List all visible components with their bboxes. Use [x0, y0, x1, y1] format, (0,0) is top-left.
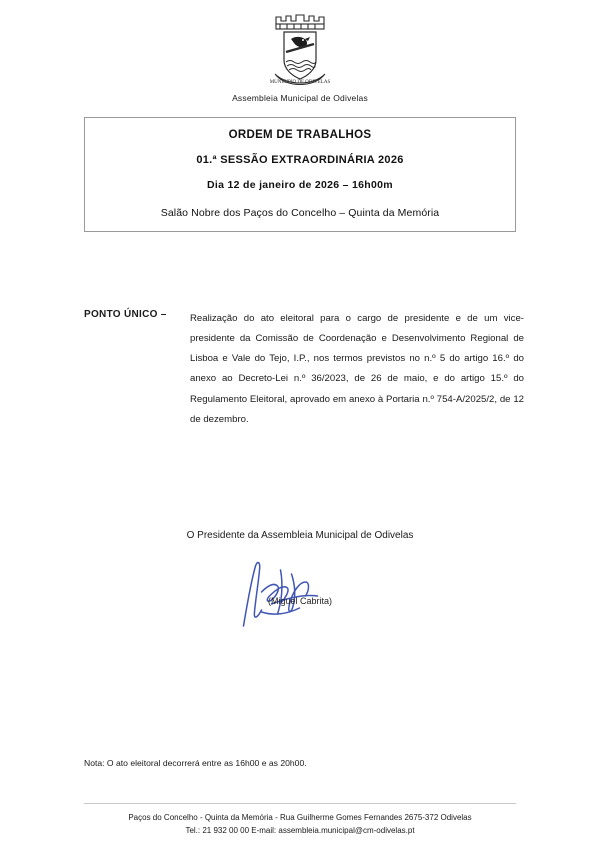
footer-contact: Tel.: 21 932 00 00 E-mail: assembleia.municipal@cm-odivelas.pt: [185, 826, 415, 836]
document-title: ORDEM DE TRABALHOS: [228, 129, 372, 141]
footer-divider: [84, 803, 516, 804]
crest-container: [0, 8, 600, 95]
agenda-item-text: Realização do ato eleitoral para o cargo de presidente e de um vice-presidente da Comissão de Coordenação e Desenvolvimento Regional de Lisboa e Vale do Tejo, I.P., nos termos previstos no n.º 5 do artigo 16.º do anexo ao Decreto-Lei n.º 36/2023, de 26 de maio, e do artigo 15.º do Regulamento Eleitoral, aprovado em anexo à Portaria n.º 754-A/2025/2, de 12 de dezembro.: [190, 313, 524, 425]
session-datetime: Dia 12 de janeiro de 2026 – 16h00m: [207, 179, 393, 191]
footer-address: Paços do Concelho - Quinta da Memória - Rua Guilherme Gomes Fernandes 2675-372 Odivelas: [128, 813, 472, 823]
organization-name: Assembleia Municipal de Odivelas: [232, 93, 368, 103]
signature-area: [0, 552, 600, 632]
footer: [0, 807, 600, 838]
handwritten-signature-icon: [218, 552, 368, 632]
title-box: [84, 117, 516, 232]
agenda-item: [84, 309, 524, 430]
document-note: Nota: O ato eleitoral decorrerá entre as 16h00 e as 20h00.: [84, 758, 307, 768]
odivelas-municipal-coat-of-arms-icon: [267, 8, 333, 90]
svg-text:MUNICIPIO DE ODIVELAS: MUNICIPIO DE ODIVELAS: [269, 80, 331, 85]
signature-name: (Miguel Cabrita): [267, 596, 333, 606]
signature-title: O Presidente da Assembleia Municipal de Odivelas: [186, 530, 414, 541]
session-title: 01.ª SESSÃO EXTRAORDINÁRIA 2026: [196, 154, 404, 166]
session-location: Salão Nobre dos Paços do Concelho – Quinta da Memória: [160, 207, 440, 219]
agenda-item-label: PONTO ÚNICO –: [84, 309, 167, 320]
